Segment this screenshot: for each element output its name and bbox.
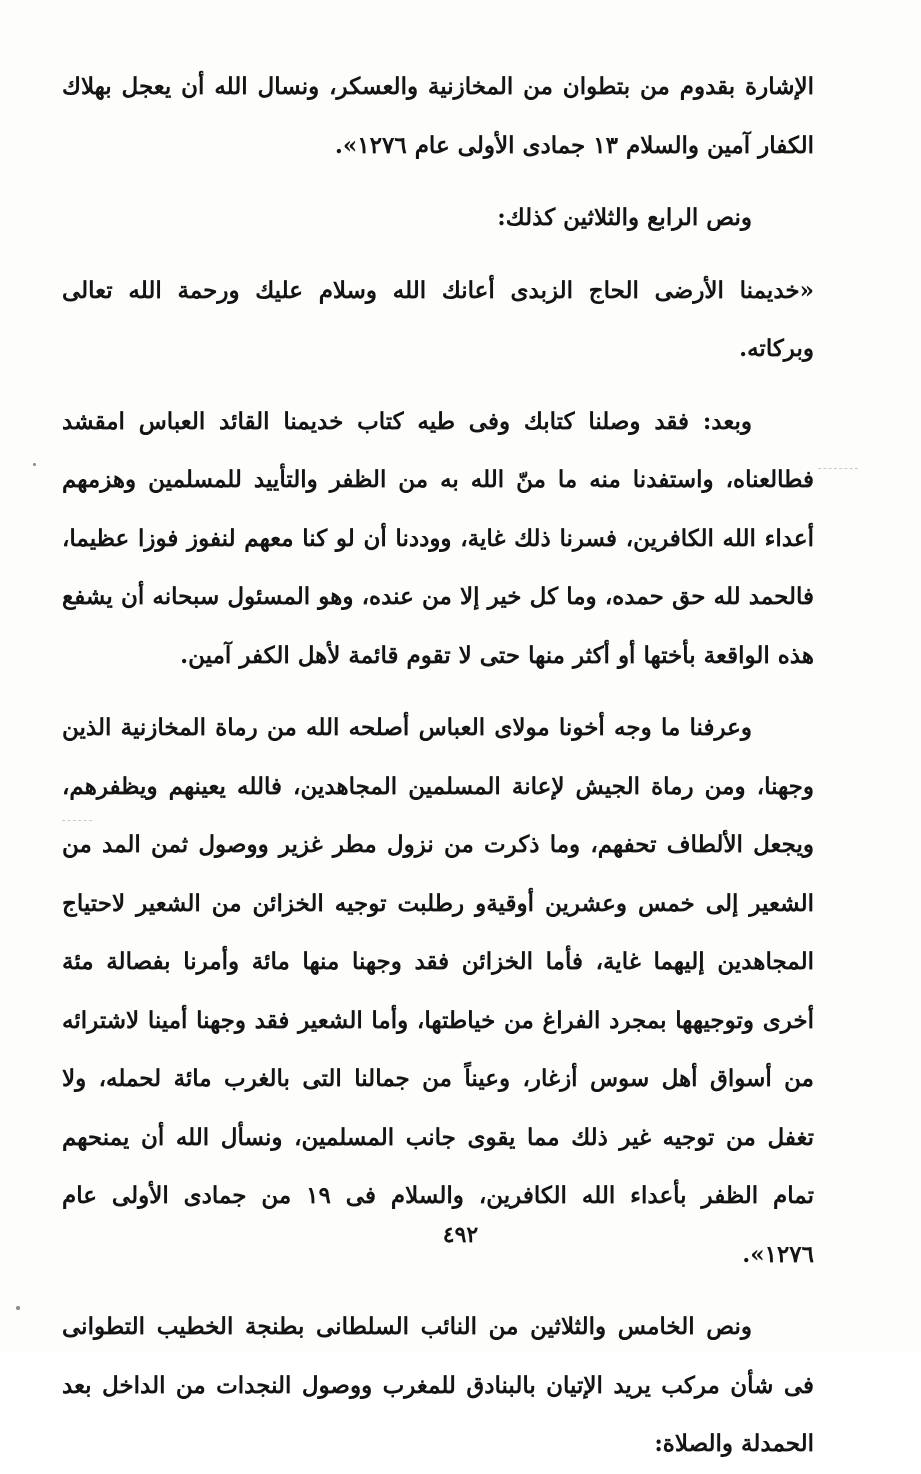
scan-speck — [16, 1306, 20, 1310]
paragraph-heading-34: ونص الرابع والثلاثين كذلك: — [497, 204, 752, 231]
paragraph-greeting: «خديمنا الأرضى الحاج الزبدى أعانك الله وسلام عليك ورحمة الله تعالى وبركاته. — [62, 276, 814, 362]
paragraph-body-1: وبعد: فقد وصلنا كتابك وفى طيه كتاب خديمنا القائد العباس امقشد فطالعناه، واستفدنا منه ما منّ الله به من الظفر والتأييد للمسلمين وهزمهم أعداء الله الكافرين، فسرنا ذلك غاية، ووددنا أن لو كنا معهم لنفوز فوزا عظيما، فالحمد لله حق حمده، وما كل خير إلا من عنده، وهو المسئول سبحانه أن يشفع هذه الواقعة بأختها أو أكثر منها حتى لا تقوم قائمة لأهل الكفر آمين. — [62, 407, 814, 669]
paragraph-heading-35: ونص الخامس والثلاثين من النائب السلطانى بطنجة الخطيب التطوانى فى شأن مركب يريد الإتيان بالبنادق للمغرب ووصول النجدات من الداخل بعد الحمدلة والصلاة: — [62, 1313, 814, 1457]
paragraph-continuation: الإشارة بقدوم من بتطوان من المخازنية والعسكر، ونسال الله أن يعجل بهلاك الكفار آمين والسلام ١٣ جمادى الأولى عام ١٢٧٦». — [62, 73, 814, 159]
scan-artifact-line — [62, 820, 92, 822]
page-number: ٤٩٢ — [442, 1222, 479, 1248]
scan-speck — [33, 463, 36, 466]
main-text — [62, 58, 814, 1474]
scan-artifact-line — [818, 468, 858, 470]
paragraph-body-2: وعرفنا ما وجه أخونا مولاى العباس أصلحه الله من رماة المخازنية الذين وجهنا، ومن رماة الجيش لإعانة المسلمين المجاهدين، فالله يعينهم ويظفرهم، ويجعل الألطاف تحفهم، وما ذكرت من نزول مطر غزير ووصول ثمن المد من الشعير إلى خمس وعشرين أوقيةو رطلبت توجيه الخزائن من الشعير لاحتياج المجاهدين إليهما غاية، فأما الخزائن فقد وجهنا منها مائة وأمرنا بفصالة مئة أخرى وتوجيهها بمجرد الفراغ من خياطتها، وأما الشعير فقد وجهنا أمينا لاشترائه من أسواق أهل سوس أزغار، وعيناً من جمالنا التى بالغرب مائة لحمله، ولا تغفل من توجيه غير ذلك مما يقوى جانب المسلمين، ونسأل الله أن يمنحهم تمام الظفر بأعداء الله الكافرين، والسلام فى ١٩ من جمادى الأولى عام ١٢٧٦». — [62, 714, 814, 1268]
